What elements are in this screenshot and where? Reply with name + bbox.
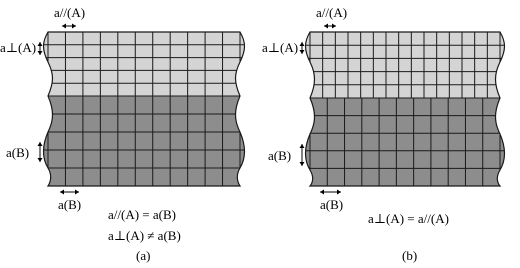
panel-a-layer-b [38, 96, 250, 186]
panel-b-equation-1: a⊥(A) = a//(A) [368, 211, 449, 226]
panel-b-par-a-label: a//(A) [316, 5, 348, 20]
panel-b-layer-a [300, 32, 510, 98]
panel-a-caption: (a) [136, 248, 151, 263]
panel-a-b-side-label: a(B) [6, 145, 30, 160]
panel-b-caption: (b) [402, 248, 418, 263]
panel-a [0, 5, 250, 263]
panel-b-b-bottom-label: a(B) [320, 197, 344, 212]
panel-a-par-a-label: a//(A) [54, 5, 86, 20]
panel-a-b-bottom-arrow [60, 190, 79, 195]
panel-b-b-side-arrow [300, 144, 305, 166]
panel-b [262, 5, 510, 263]
panel-a-perp-a-label: a⊥(A) [0, 40, 37, 55]
panel-a-perp-a-arrow [38, 42, 43, 55]
panel-a-layer-a [38, 32, 250, 96]
panel-a-b-side-arrow [38, 142, 43, 162]
panel-b-perp-a-arrow [300, 42, 305, 54]
panel-b-par-a-arrow [324, 24, 336, 29]
panel-b-b-bottom-arrow [320, 190, 341, 195]
panel-a-b-bottom-label: a(B) [58, 197, 82, 212]
panel-a-equation-1: a//(A) = a(B) [108, 207, 176, 222]
panel-a-par-a-arrow [62, 24, 76, 29]
panel-b-b-side-label: a(B) [268, 148, 292, 163]
panel-b-layer-b [300, 98, 510, 186]
panel-b-perp-a-label: a⊥(A) [262, 40, 299, 55]
panel-a-equation-2: a⊥(A) ≠ a(B) [108, 228, 181, 243]
